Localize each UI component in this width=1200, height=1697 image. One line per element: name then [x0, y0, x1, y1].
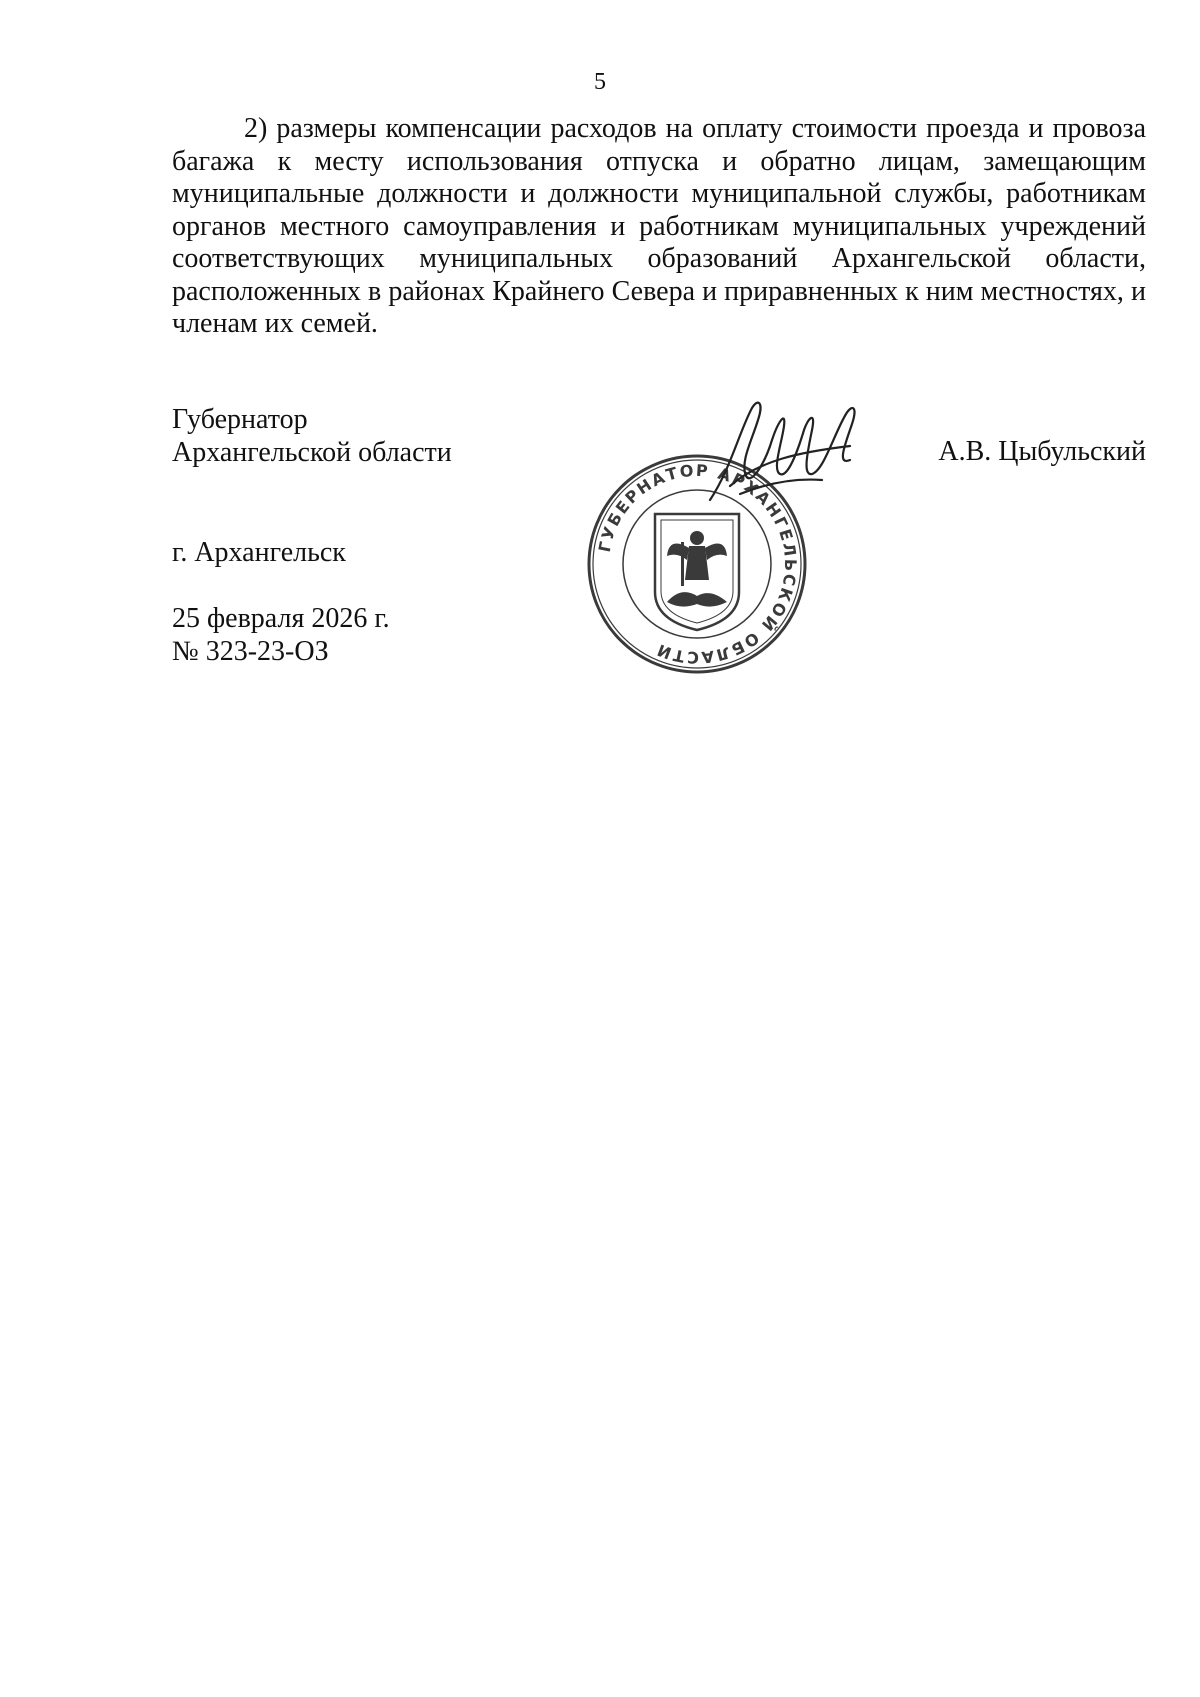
paragraph-item-2: 2) размеры компенсации расходов на оплату стоимости проезда и провоза багажа к месту использования отпуска и обратно лицам, замещающим муниципальные должности и должности муниципальной службы, работникам органов местного самоуправления и работникам муниципальных учреждений соответствующих муниципальных образований Архангельской области, расположенных в районах Крайнего Севера и приравненных к ним местностях, и членам их семей. — [172, 113, 1146, 339]
document-number: № 323-23-ОЗ — [172, 635, 329, 667]
signatory-title-line-2: Архангельской области — [172, 436, 452, 468]
signatory-title — [172, 404, 452, 469]
signature-icon — [700, 390, 870, 520]
page-number: 5 — [594, 69, 606, 95]
body-text — [172, 113, 1146, 341]
document-info — [172, 603, 390, 668]
signatory-name: А.В. Цыбульский — [938, 436, 1146, 467]
place-of-signing: г. Архангельск — [172, 537, 346, 568]
signatory-title-line-1: Губернатор — [172, 404, 308, 435]
document-date: 25 февраля 2026 г. — [172, 603, 390, 634]
seal-ring-text: ГУБЕРНАТОР АРХАНГЕЛЬСКОЙ ОБЛАСТИ — [594, 460, 801, 668]
